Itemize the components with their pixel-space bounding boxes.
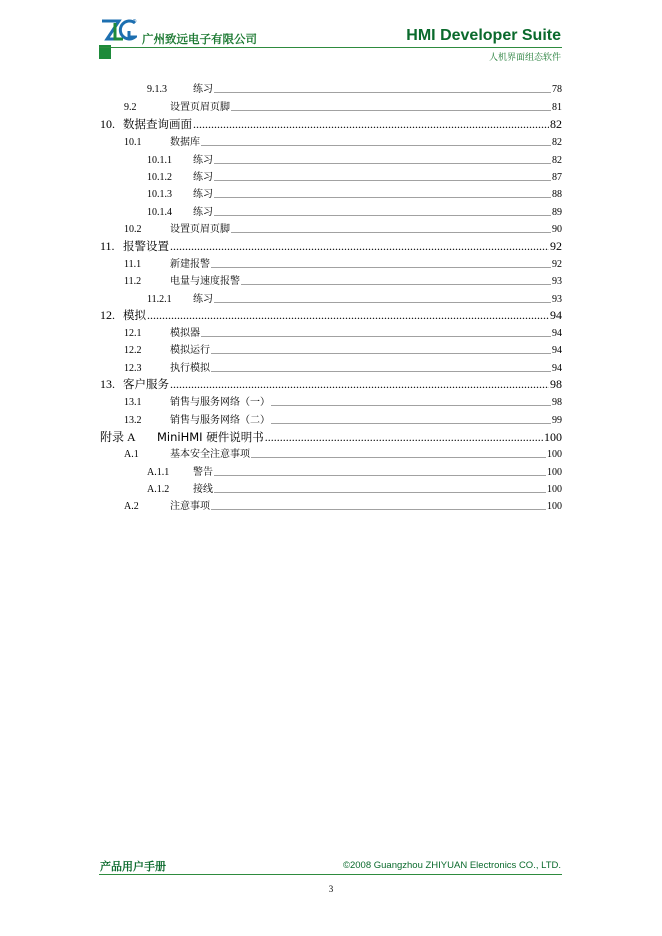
toc-entry[interactable]: [100, 376, 562, 392]
toc-entry-number: A.1: [124, 449, 139, 460]
toc-entry-title: 练习: [193, 155, 213, 166]
toc-leader-dots: [211, 260, 551, 270]
toc-entry-page: 94: [550, 308, 562, 322]
toc-leader-dots: [231, 103, 551, 113]
toc-leader-dots: [211, 364, 551, 374]
toc-entry[interactable]: [124, 133, 562, 148]
product-name: HMI Developer Suite: [406, 27, 561, 44]
toc-entry-number: 11.2: [124, 276, 142, 287]
toc-leader-dots: [214, 156, 551, 166]
toc-entry-number: 12.: [100, 308, 115, 322]
toc-leader-dots: [214, 485, 546, 495]
toc-leader-dots: [231, 225, 551, 235]
toc-leader-dots: [241, 277, 551, 287]
toc-entry-page: 98: [550, 377, 562, 391]
toc-leader-dots: [214, 208, 551, 218]
toc-entry-number: A.1.2: [147, 484, 170, 495]
toc-leader-dots: [214, 85, 551, 95]
toc-entry-number: 13.: [100, 377, 115, 391]
toc-entry[interactable]: [124, 255, 562, 270]
toc-entry-number: 11.2.1: [147, 294, 172, 305]
toc-entry-page: 100: [547, 501, 562, 512]
toc-entry-title: 电量与速度报警: [170, 276, 240, 287]
toc-entry-title: 销售与服务网络（二）: [170, 415, 270, 426]
toc-entry[interactable]: [124, 411, 562, 426]
toc-entry[interactable]: [100, 428, 562, 445]
toc-entry[interactable]: [124, 98, 562, 113]
toc-entry-number: 10.1.4: [147, 207, 172, 218]
toc-entry-title: 设置页眉页脚: [170, 102, 230, 113]
toc-entry-page: 94: [552, 328, 562, 339]
toc-entry-page: 94: [552, 363, 562, 374]
footer-divider: [99, 874, 562, 875]
company-name: 广州致远电子有限公司: [142, 32, 257, 46]
toc-entry[interactable]: [124, 324, 562, 339]
page-number: 3: [328, 884, 334, 894]
toc-entry-title: 报警设置: [123, 239, 169, 253]
toc-entry-page: 98: [552, 397, 562, 408]
toc-entry[interactable]: [124, 220, 562, 235]
toc-leader-dots: [214, 295, 551, 305]
toc-entry-title: 数据查询画面: [123, 117, 192, 131]
toc-entry-page: 94: [552, 345, 562, 356]
product-subtitle: 人机界面组态软件: [488, 53, 561, 63]
toc-entry-number: 10.: [100, 117, 115, 131]
toc-entry-title: 练习: [193, 189, 213, 200]
toc-entry-page: 78: [552, 84, 562, 95]
toc-leader-dots: [214, 468, 546, 478]
toc-entry-number: 10.1.2: [147, 172, 172, 183]
toc-entry-title: 新建报警: [170, 259, 210, 270]
toc-entry-number: 10.1.1: [147, 155, 172, 166]
toc-entry-title: 设置页眉页脚: [170, 224, 230, 235]
toc-entry[interactable]: [124, 272, 562, 287]
toc-entry[interactable]: [124, 497, 562, 512]
toc-leader-dots: [214, 190, 551, 200]
toc-entry-number: 9.2: [124, 102, 137, 113]
toc-entry-number: 11.1: [124, 259, 142, 270]
toc-entry-page: 82: [552, 155, 562, 166]
toc-entry-page: 81: [552, 102, 562, 113]
toc-entry[interactable]: [124, 445, 562, 460]
toc-entry[interactable]: [100, 238, 562, 254]
toc-entry-number: 12.3: [124, 363, 142, 374]
toc-leader-dots: [170, 380, 549, 392]
toc-entry-page: 93: [552, 276, 562, 287]
toc-entry-number: 附录 A: [100, 430, 136, 444]
toc-entry[interactable]: [147, 290, 562, 305]
toc-entry-number: A.2: [124, 501, 139, 512]
toc-entry[interactable]: [147, 151, 562, 166]
toc-entry-title: 警告: [193, 467, 213, 478]
toc-entry-title: 练习: [193, 84, 213, 95]
toc-leader-dots: [265, 433, 543, 445]
toc-entry-number: 12.2: [124, 345, 142, 356]
toc-entry-number: 13.1: [124, 397, 142, 408]
toc-entry[interactable]: [147, 463, 562, 478]
toc-entry[interactable]: [147, 80, 562, 95]
toc-entry-number: 10.1: [124, 137, 142, 148]
svg-text:®: ®: [132, 19, 137, 25]
toc-entry-title: 执行模拟: [170, 363, 210, 374]
toc-entry-page: 87: [552, 172, 562, 183]
toc-entry-title: 客户服务: [123, 377, 169, 391]
toc-entry[interactable]: [124, 359, 562, 374]
toc-entry-number: 13.2: [124, 415, 142, 426]
toc-entry-page: 92: [552, 259, 562, 270]
toc-entry-title: 模拟运行: [170, 345, 210, 356]
toc-entry-page: 100: [544, 430, 562, 444]
toc-entry-title: 销售与服务网络（一）: [170, 397, 270, 408]
toc-entry-title: 模拟: [123, 308, 146, 322]
toc-entry-page: 82: [550, 117, 562, 131]
toc-entry[interactable]: [147, 185, 562, 200]
toc-leader-dots: [201, 329, 551, 339]
toc-entry-page: 100: [547, 449, 562, 460]
zlg-logo-icon: [99, 17, 137, 59]
toc-entry-title: 接线: [193, 484, 213, 495]
toc-entry[interactable]: [124, 341, 562, 356]
toc-entry[interactable]: [147, 203, 562, 218]
toc-entry-page: 100: [547, 484, 562, 495]
toc-entry-title: 基本安全注意事项: [170, 449, 250, 460]
toc-entry-page: 100: [547, 467, 562, 478]
toc-entry-number: 12.1: [124, 328, 142, 339]
toc-entry[interactable]: [147, 168, 562, 183]
toc-entry-title: 练习: [193, 294, 213, 305]
toc-entry-page: 92: [550, 239, 562, 253]
toc-entry-title: 练习: [193, 172, 213, 183]
toc-entry-number: 9.1.3: [147, 84, 167, 95]
toc-entry-number: 10.1.3: [147, 189, 172, 200]
toc-entry-page: 99: [552, 415, 562, 426]
toc-entry-page: 88: [552, 189, 562, 200]
toc-entry-title: MiniHMI 硬件说明书: [157, 430, 264, 444]
toc-leader-dots: [214, 173, 551, 183]
toc-entry[interactable]: [100, 116, 562, 132]
toc-leader-dots: [170, 242, 549, 254]
footer-title: 产品用户手册: [100, 860, 166, 873]
toc-leader-dots: [193, 120, 549, 132]
toc-entry-number: 11.: [100, 239, 115, 253]
toc-leader-dots: [201, 138, 551, 148]
toc-entry-page: 90: [552, 224, 562, 235]
toc-entry-title: 练习: [193, 207, 213, 218]
toc-entry[interactable]: [147, 480, 562, 495]
toc-entry-number: A.1.1: [147, 467, 170, 478]
toc-leader-dots: [211, 346, 551, 356]
toc-leader-dots: [271, 398, 551, 408]
footer-copyright: ©2008 Guangzhou ZHIYUAN Electronics CO., LTD.: [342, 860, 561, 871]
toc-entry[interactable]: [124, 393, 562, 408]
toc-leader-dots: [211, 502, 546, 512]
toc-entry-page: 93: [552, 294, 562, 305]
toc-leader-dots: [251, 450, 546, 460]
toc-entry-page: 82: [552, 137, 562, 148]
toc-entry[interactable]: [100, 307, 562, 323]
toc-entry-title: 模拟器: [170, 328, 200, 339]
toc-entry-title: 数据库: [170, 137, 200, 148]
toc-entry-page: 89: [552, 207, 562, 218]
toc-leader-dots: [271, 416, 551, 426]
toc-entry-title: 注意事项: [170, 501, 210, 512]
page-header: [0, 0, 662, 70]
header-divider: [99, 47, 562, 48]
toc-entry-number: 10.2: [124, 224, 142, 235]
toc-leader-dots: [147, 311, 549, 323]
